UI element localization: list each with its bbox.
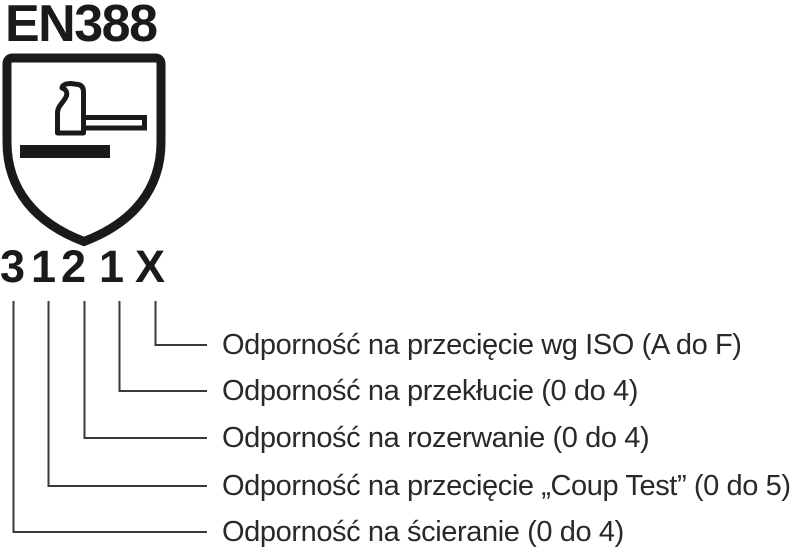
rating-label-tear: Odporność na rozerwanie (0 do 4) bbox=[222, 422, 650, 454]
rating-digit-iso-cut: X bbox=[135, 241, 166, 292]
connector-line-abrasion bbox=[14, 301, 208, 532]
rating-label-abrasion: Odporność na ścieranie (0 do 4) bbox=[222, 516, 624, 548]
rating-label-coup-test: Odporność na przecięcie „Coup Test” (0 do 5) bbox=[222, 470, 791, 502]
abrasion-surface-bar bbox=[20, 145, 110, 158]
en388-shield-pictogram bbox=[0, 50, 170, 250]
rating-digit-tear: 2 bbox=[61, 241, 87, 292]
rating-digit-puncture: 1 bbox=[99, 241, 125, 292]
rating-label-puncture: Odporność na przekłucie (0 do 4) bbox=[222, 375, 638, 407]
connector-lines bbox=[0, 295, 220, 540]
rating-digit-coup-test: 1 bbox=[31, 241, 57, 292]
connector-line-iso-cut bbox=[156, 301, 208, 345]
rating-digit-abrasion: 3 bbox=[0, 241, 26, 292]
hammer-handle bbox=[82, 118, 145, 129]
standard-title: EN388 bbox=[5, 0, 157, 53]
connector-line-coup-test bbox=[49, 301, 208, 486]
connector-line-tear bbox=[85, 301, 208, 438]
rating-label-iso-cut: Odporność na przecięcie wg ISO (A do F) bbox=[222, 329, 742, 361]
